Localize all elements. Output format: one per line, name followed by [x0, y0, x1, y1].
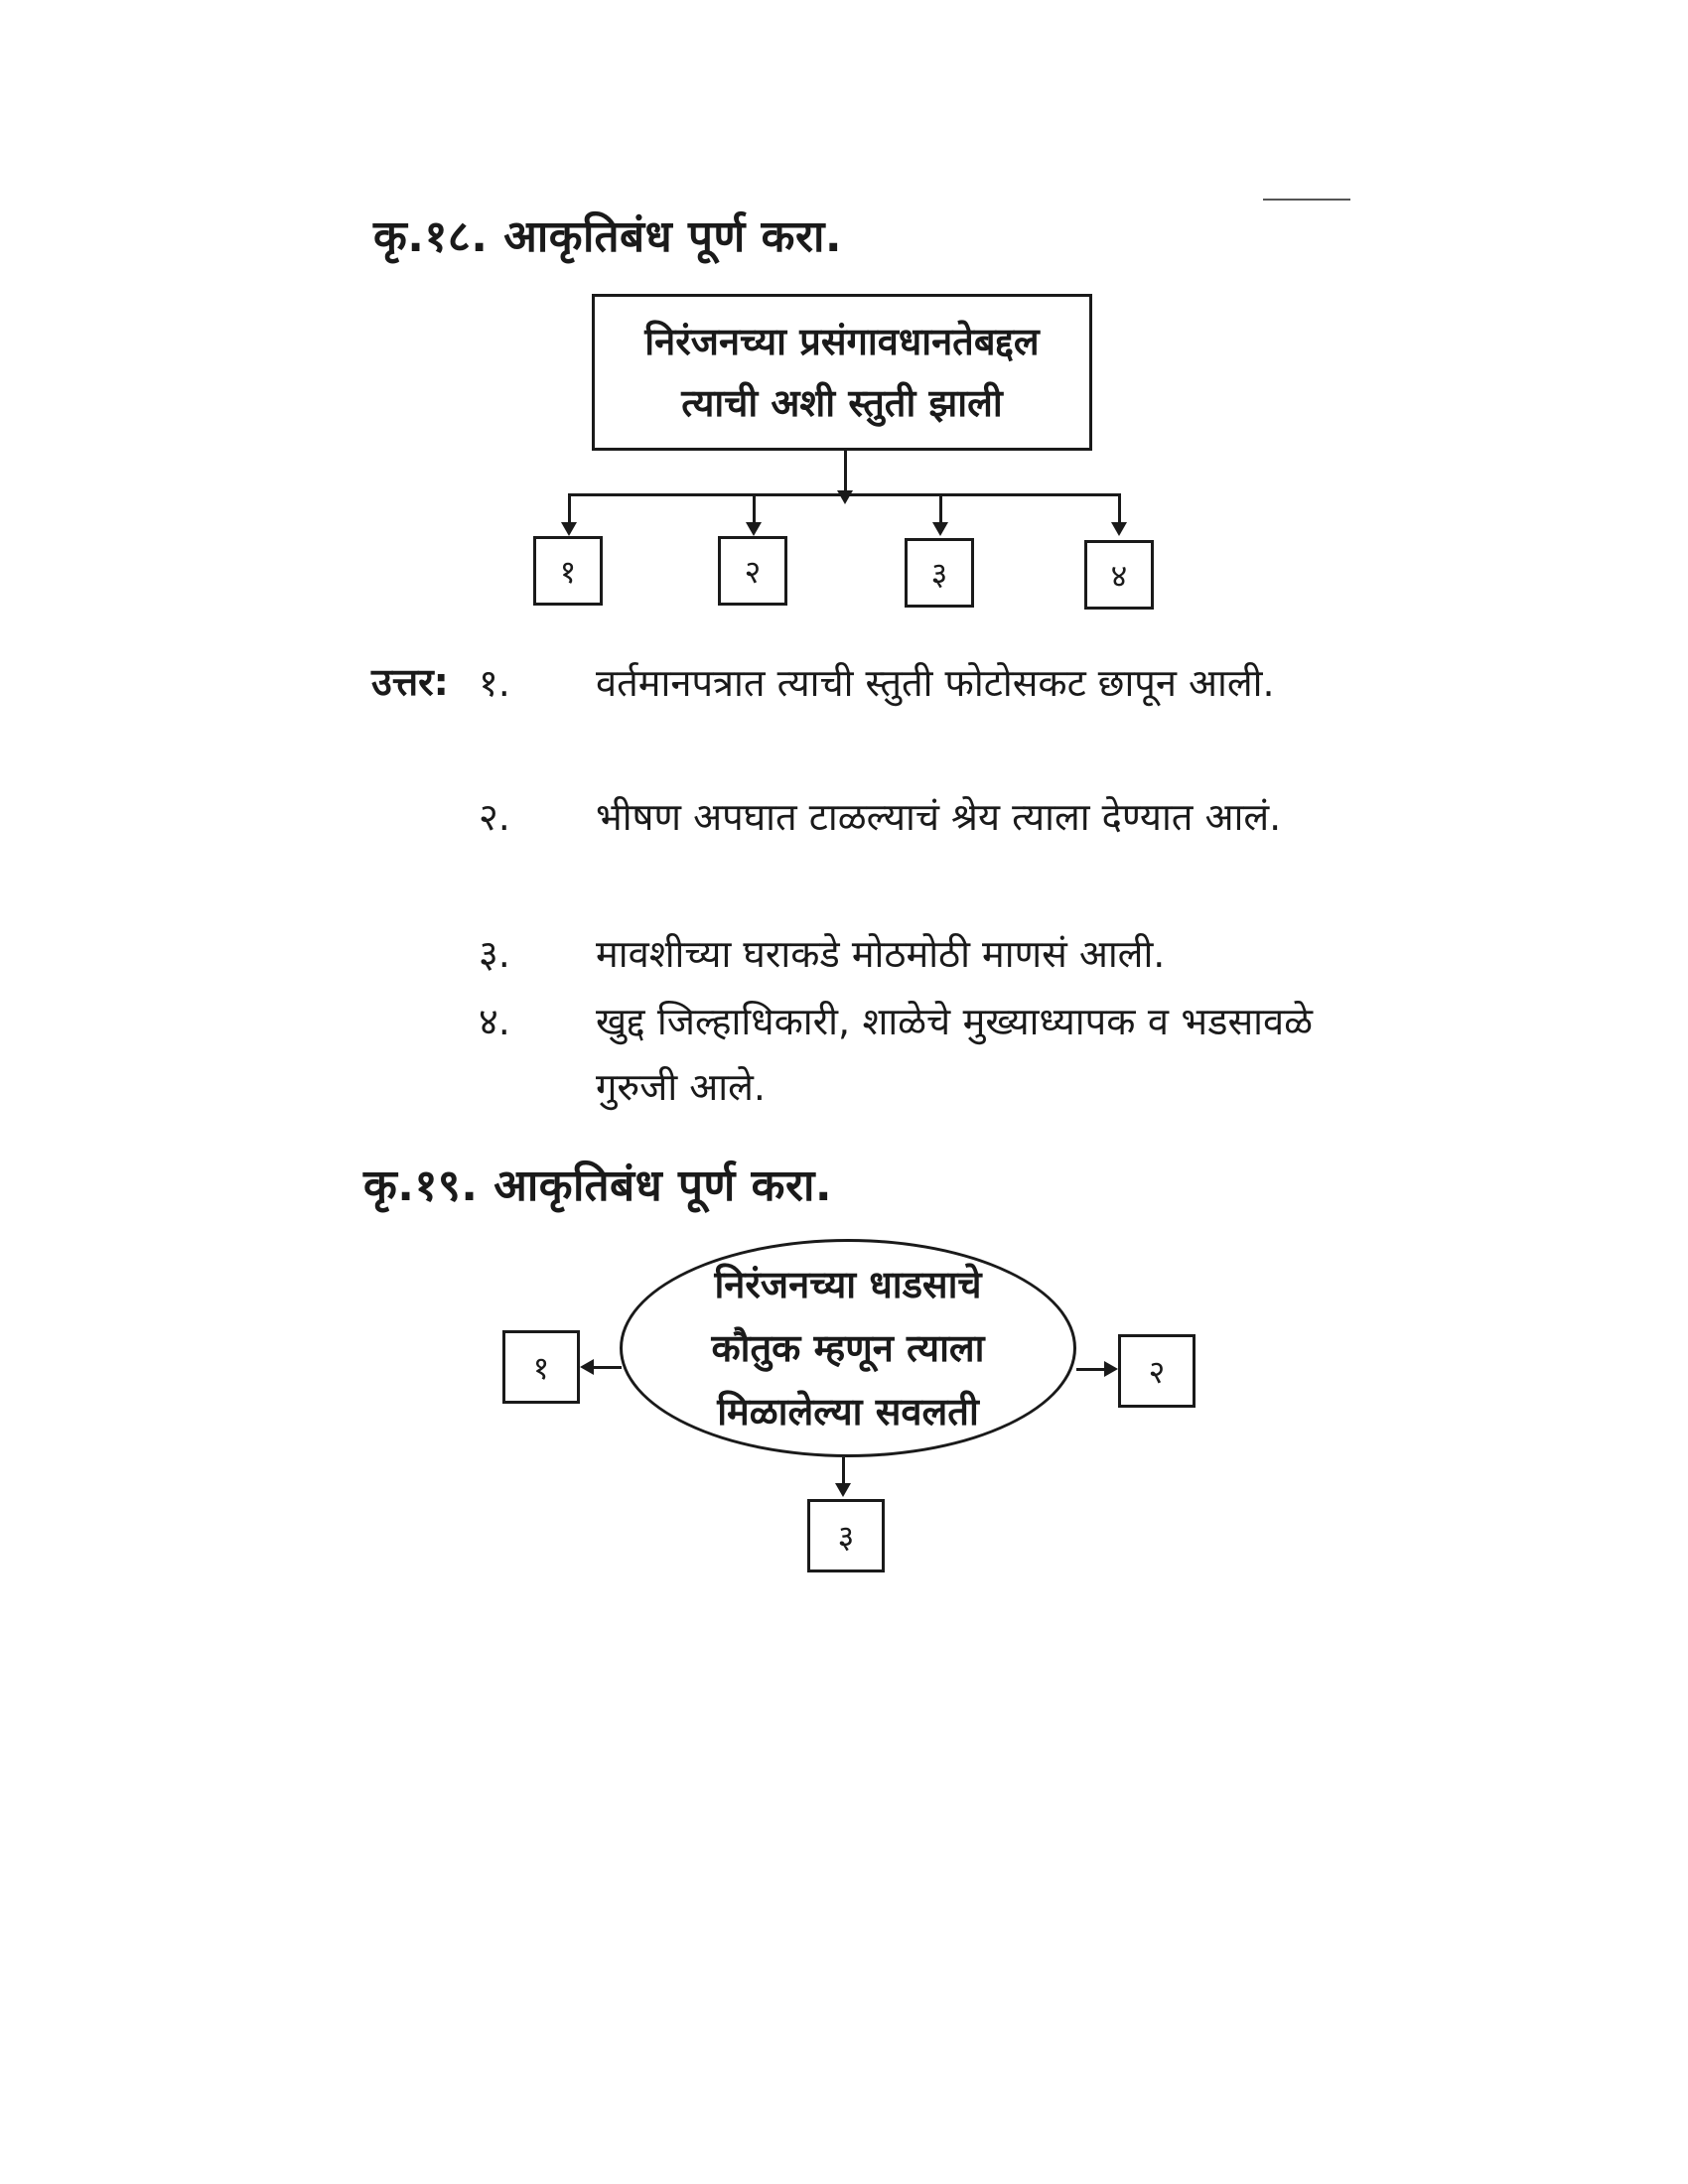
- q18-box-2: २: [718, 536, 787, 606]
- q19-right-line: [1076, 1368, 1106, 1371]
- q18-box-4: ४: [1084, 540, 1154, 610]
- answer-item-2-num: २.: [479, 795, 510, 839]
- scan-mark: [1263, 199, 1350, 201]
- q18-branch-4-arrow: [1111, 522, 1127, 536]
- answer-item-1: [479, 650, 1313, 716]
- q19-ellipse-line2: कौतुक म्हणून त्याला: [711, 1326, 985, 1370]
- q18-trunk-line: [844, 451, 847, 492]
- q19-heading: कृ.१९. आकृतिबंध पूर्ण करा.: [363, 1160, 833, 1211]
- q18-box-1: १: [533, 536, 603, 606]
- q18-branch-2-line: [753, 493, 756, 523]
- answer-item-4-text: खुद्द जिल्हाधिकारी, शाळेचे मुख्याध्यापक व भडसावळे गुरुजी आले.: [596, 1000, 1313, 1109]
- q18-box-3: ३: [905, 538, 974, 608]
- q19-box-1: १: [502, 1330, 580, 1404]
- answer-item-2: [479, 784, 1313, 850]
- q19-down-line: [842, 1457, 845, 1485]
- q19-box-2: २: [1118, 1334, 1196, 1408]
- q18-branch-3-arrow: [932, 522, 948, 536]
- q19-center-ellipse: [620, 1239, 1076, 1457]
- q18-branch-4-line: [1118, 493, 1121, 523]
- q19-ellipse-line3: मिळालेल्या सवलती: [717, 1390, 979, 1433]
- q18-branch-1-arrow: [561, 522, 577, 536]
- answer-item-3: [479, 921, 1313, 987]
- q19-left-arrow: [580, 1359, 594, 1375]
- q19-ellipse-line1: निरंजनच्या धाडसाचे: [714, 1263, 982, 1306]
- q18-branch-2-arrow: [746, 522, 762, 536]
- q18-branch-3-line: [939, 493, 942, 523]
- answer-item-3-num: ३.: [479, 932, 510, 976]
- answer-item-2-text: भीषण अपघात टाळल्याचं श्रेय त्याला देण्यात आलं.: [596, 795, 1282, 839]
- q18-heading: कृ.१८. आकृतिबंध पूर्ण करा.: [373, 211, 843, 262]
- q19-left-line: [592, 1366, 622, 1369]
- q18-branch-1-line: [568, 493, 571, 523]
- q18-main-line1: निरंजनच्या प्रसंगावधानतेबद्दल: [644, 320, 1040, 363]
- q19-down-arrow: [835, 1483, 851, 1497]
- answer-item-1-text: वर्तमानपत्रात त्याची स्तुती फोटोसकट छापून आली.: [596, 661, 1275, 705]
- answer-label: उत्तर:: [371, 660, 449, 704]
- q19-right-arrow: [1104, 1361, 1118, 1377]
- q19-box-3: ३: [807, 1499, 885, 1572]
- q18-branch-line: [568, 493, 1118, 496]
- answer-item-1-num: १.: [479, 661, 510, 705]
- answer-item-4-num: ४.: [479, 1000, 510, 1043]
- answer-item-4: [479, 989, 1313, 1120]
- q18-main-line2: त्याची अशी स्तुती झाली: [681, 381, 1003, 425]
- answer-item-3-text: मावशीच्या घराकडे मोठमोठी माणसं आली.: [596, 932, 1166, 976]
- q18-main-box: [592, 294, 1092, 451]
